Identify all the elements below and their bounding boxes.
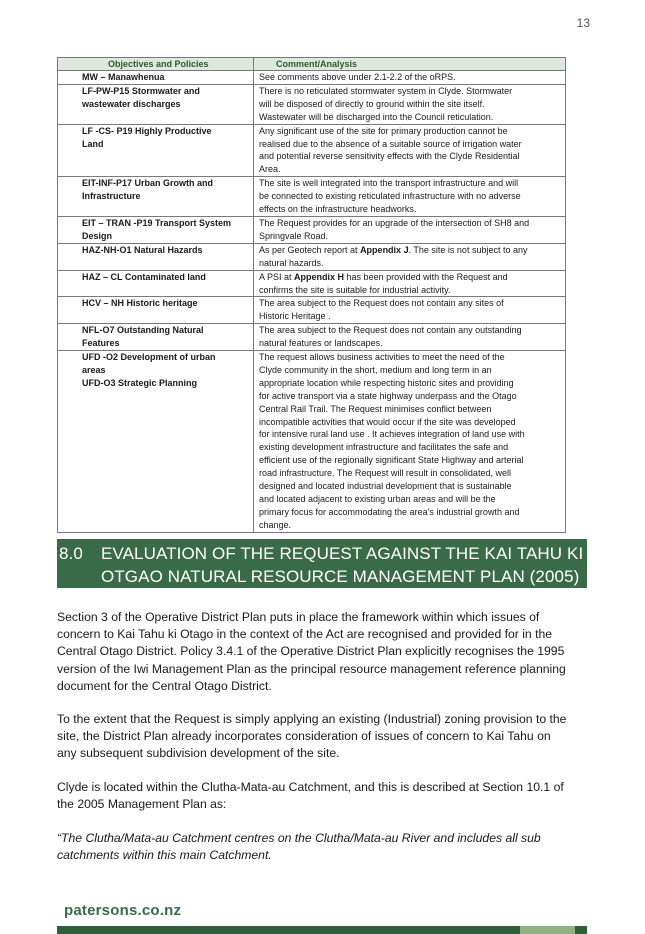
comment-line: Any significant use of the site for primary production cannot be [259, 125, 508, 136]
comment-line: See comments above under 2.1-2.2 of the oRPS. [259, 72, 456, 82]
objective-line: HAZ – CL Contaminated land [82, 271, 206, 282]
column-header-objectives: Objectives and Policies [58, 58, 254, 71]
paragraph-line: Central Otago District. Policy 3.4.1 of the Operative District Plan explicitly recognises the 1995 [57, 644, 565, 659]
objective-cell [58, 297, 254, 324]
comment-cell [254, 216, 566, 243]
paragraph-catchment [57, 779, 586, 813]
objective-cell [58, 351, 254, 533]
objective-line: HCV – NH Historic heritage [82, 298, 198, 309]
objective-cell [58, 324, 254, 351]
paragraph-line: catchments within this main Catchment. [57, 848, 272, 863]
objective-line: LF-PW-P15 Stormwater and [82, 85, 200, 96]
objective-cell [58, 84, 254, 124]
comment-cell [254, 243, 566, 270]
objective-line: Features [82, 338, 120, 349]
paragraph-line: site, the District Plan already incorporates consideration of issues of concern to Kai Tahu on [57, 729, 551, 744]
objective-line: Land [82, 138, 104, 149]
comment-line: Historic Heritage . [259, 311, 331, 322]
table-row [58, 243, 566, 270]
comment-line: road infrastructure. The Request will result in consolidated, well [259, 468, 511, 479]
comment-line: natural hazards. [259, 257, 324, 268]
objective-line: EIT – TRAN -P19 Transport System [82, 217, 232, 228]
table-row [58, 216, 566, 243]
comment-cell [254, 124, 566, 177]
table-row [58, 297, 566, 324]
comment-line: The site is well integrated into the transport infrastructure and will [259, 178, 519, 189]
comment-line: change. [259, 519, 292, 530]
table-row [58, 124, 566, 177]
footer-bar [57, 926, 587, 934]
table-row [58, 270, 566, 297]
section-number: 8.0 [59, 544, 83, 563]
objective-line: NFL-O7 Outstanding Natural [82, 325, 204, 336]
appendix-reference: Appendix H [294, 271, 345, 282]
comment-line: confirms the site is suitable for industrial activity. [259, 284, 451, 295]
objective-line: LF -CS- P19 Highly Productive [82, 125, 212, 136]
paragraph-line: To the extent that the Request is simply applying an existing (Industrial) zoning provision to the [57, 712, 567, 726]
paragraph-line: version of the Iwi Management Plan as the principal resource management reference planning [57, 661, 566, 676]
objective-line: UFD-O3 Strategic Planning [82, 377, 198, 388]
objective-line: HAZ-NH-O1 Natural Hazards [82, 244, 203, 255]
page-number: 13 [576, 16, 590, 30]
comment-line: The area subject to the Request does not contain any outstanding [259, 325, 522, 336]
comment-line: Area. [259, 164, 281, 175]
table-row [58, 324, 566, 351]
comment-line: existing development infrastructure and facilitates the safe and [259, 442, 509, 453]
comment-line: for active transport via a state highway underpass and the Otago [259, 390, 517, 401]
objectives-table [57, 57, 566, 533]
comment-line: The Request provides for an upgrade of the intersection of SH8 and [259, 217, 530, 228]
paragraph-line: any subsequent subdivision development of the site. [57, 746, 340, 761]
comment-cell [254, 297, 566, 324]
objective-line: UFD -O2 Development of urban [82, 352, 216, 363]
objective-cell [58, 177, 254, 217]
section-title-line-2: OTGAO NATURAL RESOURCE MANAGEMENT PLAN (2005) [101, 567, 580, 586]
column-header-comment: Comment/Analysis [254, 58, 566, 71]
objective-line: MW – Manawhenua [82, 72, 165, 82]
table-row [58, 71, 566, 85]
objective-line: wastewater discharges [82, 98, 181, 109]
objective-line: EIT-INF-P17 Urban Growth and [82, 178, 214, 189]
paragraph-framework [57, 609, 586, 695]
comment-line: Central Rail Trail. The Request minimises conflict between [259, 403, 492, 414]
comment-line: appropriate location while respecting historic sites and providing [259, 377, 514, 388]
objective-cell [58, 216, 254, 243]
paragraph-zoning [57, 711, 586, 763]
paragraph-line: Clyde is located within the Clutha-Mata-au Catchment, and this is described at Section 10.1 of [57, 780, 564, 794]
table-header-row [58, 58, 566, 71]
comment-line: realised due to the absence of a suitable source of irrigation water [259, 138, 522, 149]
comment-line: and located adjacent to existing urban areas and will be the [259, 494, 496, 504]
objective-cell [58, 270, 254, 297]
comment-line: The area subject to the Request does not contain any sites of [259, 298, 504, 309]
objective-cell [58, 71, 254, 85]
comment-line: efficient use of the regionally significant State Highway and arterial [259, 455, 524, 466]
objective-cell [58, 243, 254, 270]
comment-line: designed and located industrial development that is sustainable [259, 481, 512, 492]
comment-line: be connected to existing reticulated infrastructure with no adverse [259, 191, 521, 202]
comment-line: As per Geotech report at Appendix J. The site is not subject to any [259, 244, 528, 255]
comment-cell [254, 71, 566, 85]
objective-line: Infrastructure [82, 191, 141, 202]
comment-line: primary focus for accommodating the area’s industrial growth and [259, 506, 520, 517]
paragraph-line: document for the Central Otago District. [57, 678, 272, 693]
comment-line: effects on the infrastructure headworks. [259, 204, 417, 215]
comment-line: The request allows business activities to meet the need of the [259, 352, 505, 363]
paragraph-line: concern to Kai Tahu ki Otago in the context of the Act are recognised and provided for in the [57, 627, 553, 642]
comment-line: will be disposed of directly to ground within the site itself. [259, 98, 485, 109]
objective-line: areas [82, 364, 106, 375]
comment-line: natural features or landscapes. [259, 338, 383, 349]
comment-line: Springvale Road. [259, 230, 329, 241]
paragraph-quote [57, 830, 586, 864]
paragraph-line: “The Clutha/Mata-au Catchment centres on the Clutha/Mata-au River and includes all sub [57, 831, 541, 845]
patersons-logo: patersons.co.nz [64, 902, 182, 919]
table-row [58, 177, 566, 217]
comment-line: Clyde community in the short, medium and long term in an [259, 364, 492, 375]
objective-cell [58, 124, 254, 177]
comment-line: A PSI at Appendix H has been provided with the Request and [259, 271, 508, 282]
table-row [58, 351, 566, 533]
footer-bar-accent [520, 926, 575, 934]
comment-line: for intensive rural land use . It achieves integration of land use with [259, 429, 525, 440]
appendix-reference: Appendix J [360, 244, 409, 255]
comment-line: incompatible activities that would occur if the site was developed [259, 416, 516, 427]
comment-cell [254, 177, 566, 217]
comment-line: There is no reticulated stormwater system in Clyde. Stormwater [259, 85, 513, 96]
section-title-line-1: EVALUATION OF THE REQUEST AGAINST THE KAI TAHU KI [101, 544, 584, 563]
section-heading-banner [57, 539, 587, 588]
comment-line: Wastewater will be discharged into the Council reticulation. [259, 111, 494, 122]
objective-line: Design [82, 230, 113, 241]
comment-cell [254, 270, 566, 297]
table-row [58, 84, 566, 124]
comment-cell [254, 324, 566, 351]
comment-cell [254, 84, 566, 124]
paragraph-line: Section 3 of the Operative District Plan puts in place the framework within which issues of [57, 610, 540, 624]
comment-cell [254, 351, 566, 533]
paragraph-line: the 2005 Management Plan as: [57, 797, 227, 812]
comment-line: and potential reverse sensitivity effects with the Clyde Residential [259, 151, 520, 162]
